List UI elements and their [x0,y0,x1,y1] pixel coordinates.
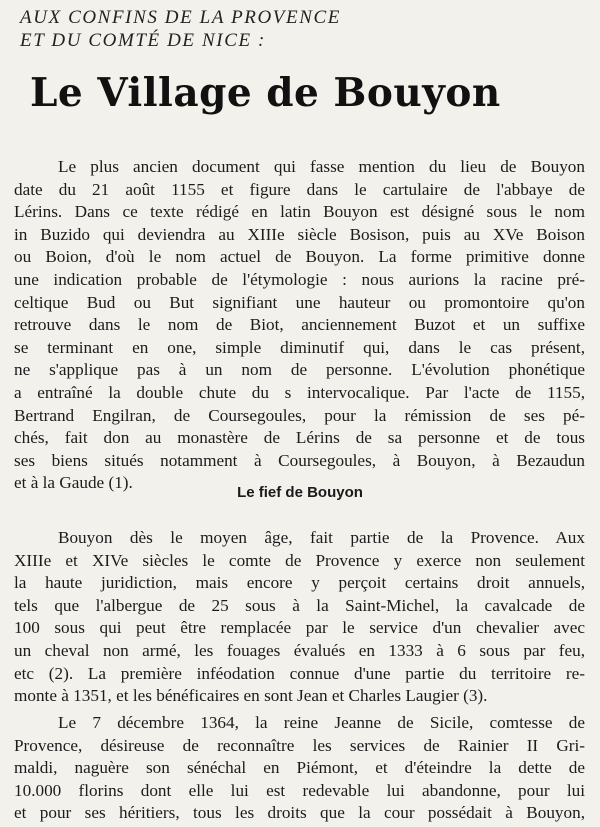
text-line: date du 21 août 1155 et figure dans le cartulaire de l'abbaye de [14,179,585,199]
text-line: Bertrand Engilran, de Coursegoules, pour la rémission de ses pé- [14,405,585,425]
kicker-line-1: AUX CONFINS DE LA PROVENCE [20,7,341,28]
text-line: Lérins. Dans ce texte rédigé en latin Bouyon est désigné sous le nom [14,202,585,222]
text-line: et à la Gaude (1). [14,473,133,493]
text-line: Le 7 décembre 1364, la reine Jeanne de Sicile, comtesse de [58,713,585,732]
text-line: 100 sous qui peut être remplacée par le service d'un chevalier avec [14,618,585,638]
text-line: chés, fait don au monastère de Lérins de sa personne et de tous [14,428,585,448]
paragraph-2 [14,527,585,708]
text-line: ses biens situés notamment à Coursegoules, à Bouyon, à Bezaudun [14,450,585,470]
text-line: celtique Bud ou But signifiant une hauteur ou promontoire qu'on [14,292,585,312]
text-line: Le plus ancien document qui fasse mention du lieu de Bouyon [58,157,585,176]
text-line: monte à 1351, et les bénéficaires en sont Jean et Charles Laugier (3). [14,686,488,706]
text-line: tels que l'albergue de 25 sous à la Saint-Michel, la cavalcade de [14,595,585,615]
text-line: a entraîné la double chute du s intervocalique. Par l'acte de 1155, [14,382,585,402]
text-line: ne s'applique pas à un nom de personne. L'évolution phonétique [14,360,585,380]
kicker-line-2: ET DU COMTÉ DE NICE : [20,30,266,51]
text-line: retrouve dans le nom de Biot, anciennement Buzot et un suffixe [14,315,585,335]
text-line: une indication probable de l'étymologie : nous aurions la racine pré- [14,269,585,289]
text-line: maldi, naguère son sénéchal en Piémont, et d'éteindre la dette de [14,758,585,778]
text-line: Bouyon dès le moyen âge, fait partie de la Provence. Aux [58,528,585,547]
text-line: ou Boion, d'où le nom actuel de Bouyon. La forme primitive donne [14,247,585,267]
text-line: etc (2). La première inféodation connue d'une partie du territoire re- [14,663,585,683]
text-line: Provence, désireuse de reconnaître les services de Rainier II Gri- [14,735,585,755]
paragraph-3 [14,712,585,825]
text-line: et pour ses héritiers, tous les droits que la cour possédait à Bouyon, [14,803,585,823]
text-line: 10.000 florins dont elle lui est redevable lui abandonne, pour lui [14,780,585,800]
text-line: se terminant en one, simple diminutif qui, dans le cas présent, [14,337,585,357]
article-kicker [20,6,341,52]
text-line: in Buzido qui deviendra au XIIIe siècle Bosison, puis au XVe Boison [14,224,585,244]
article-title: Le Village de Bouyon [30,70,501,116]
text-line: XIIIe et XIVe siècles le comte de Provence y exerce non seulement [14,550,585,570]
text-line: la haute juridiction, mais encore y perçoit certains droit annuels, [14,573,585,593]
paragraph-1 [14,156,585,495]
text-line: un cheval non armé, les fouages évalués en 1333 à 6 sous par feu, [14,640,585,660]
section-heading: Le fief de Bouyon [237,484,363,501]
